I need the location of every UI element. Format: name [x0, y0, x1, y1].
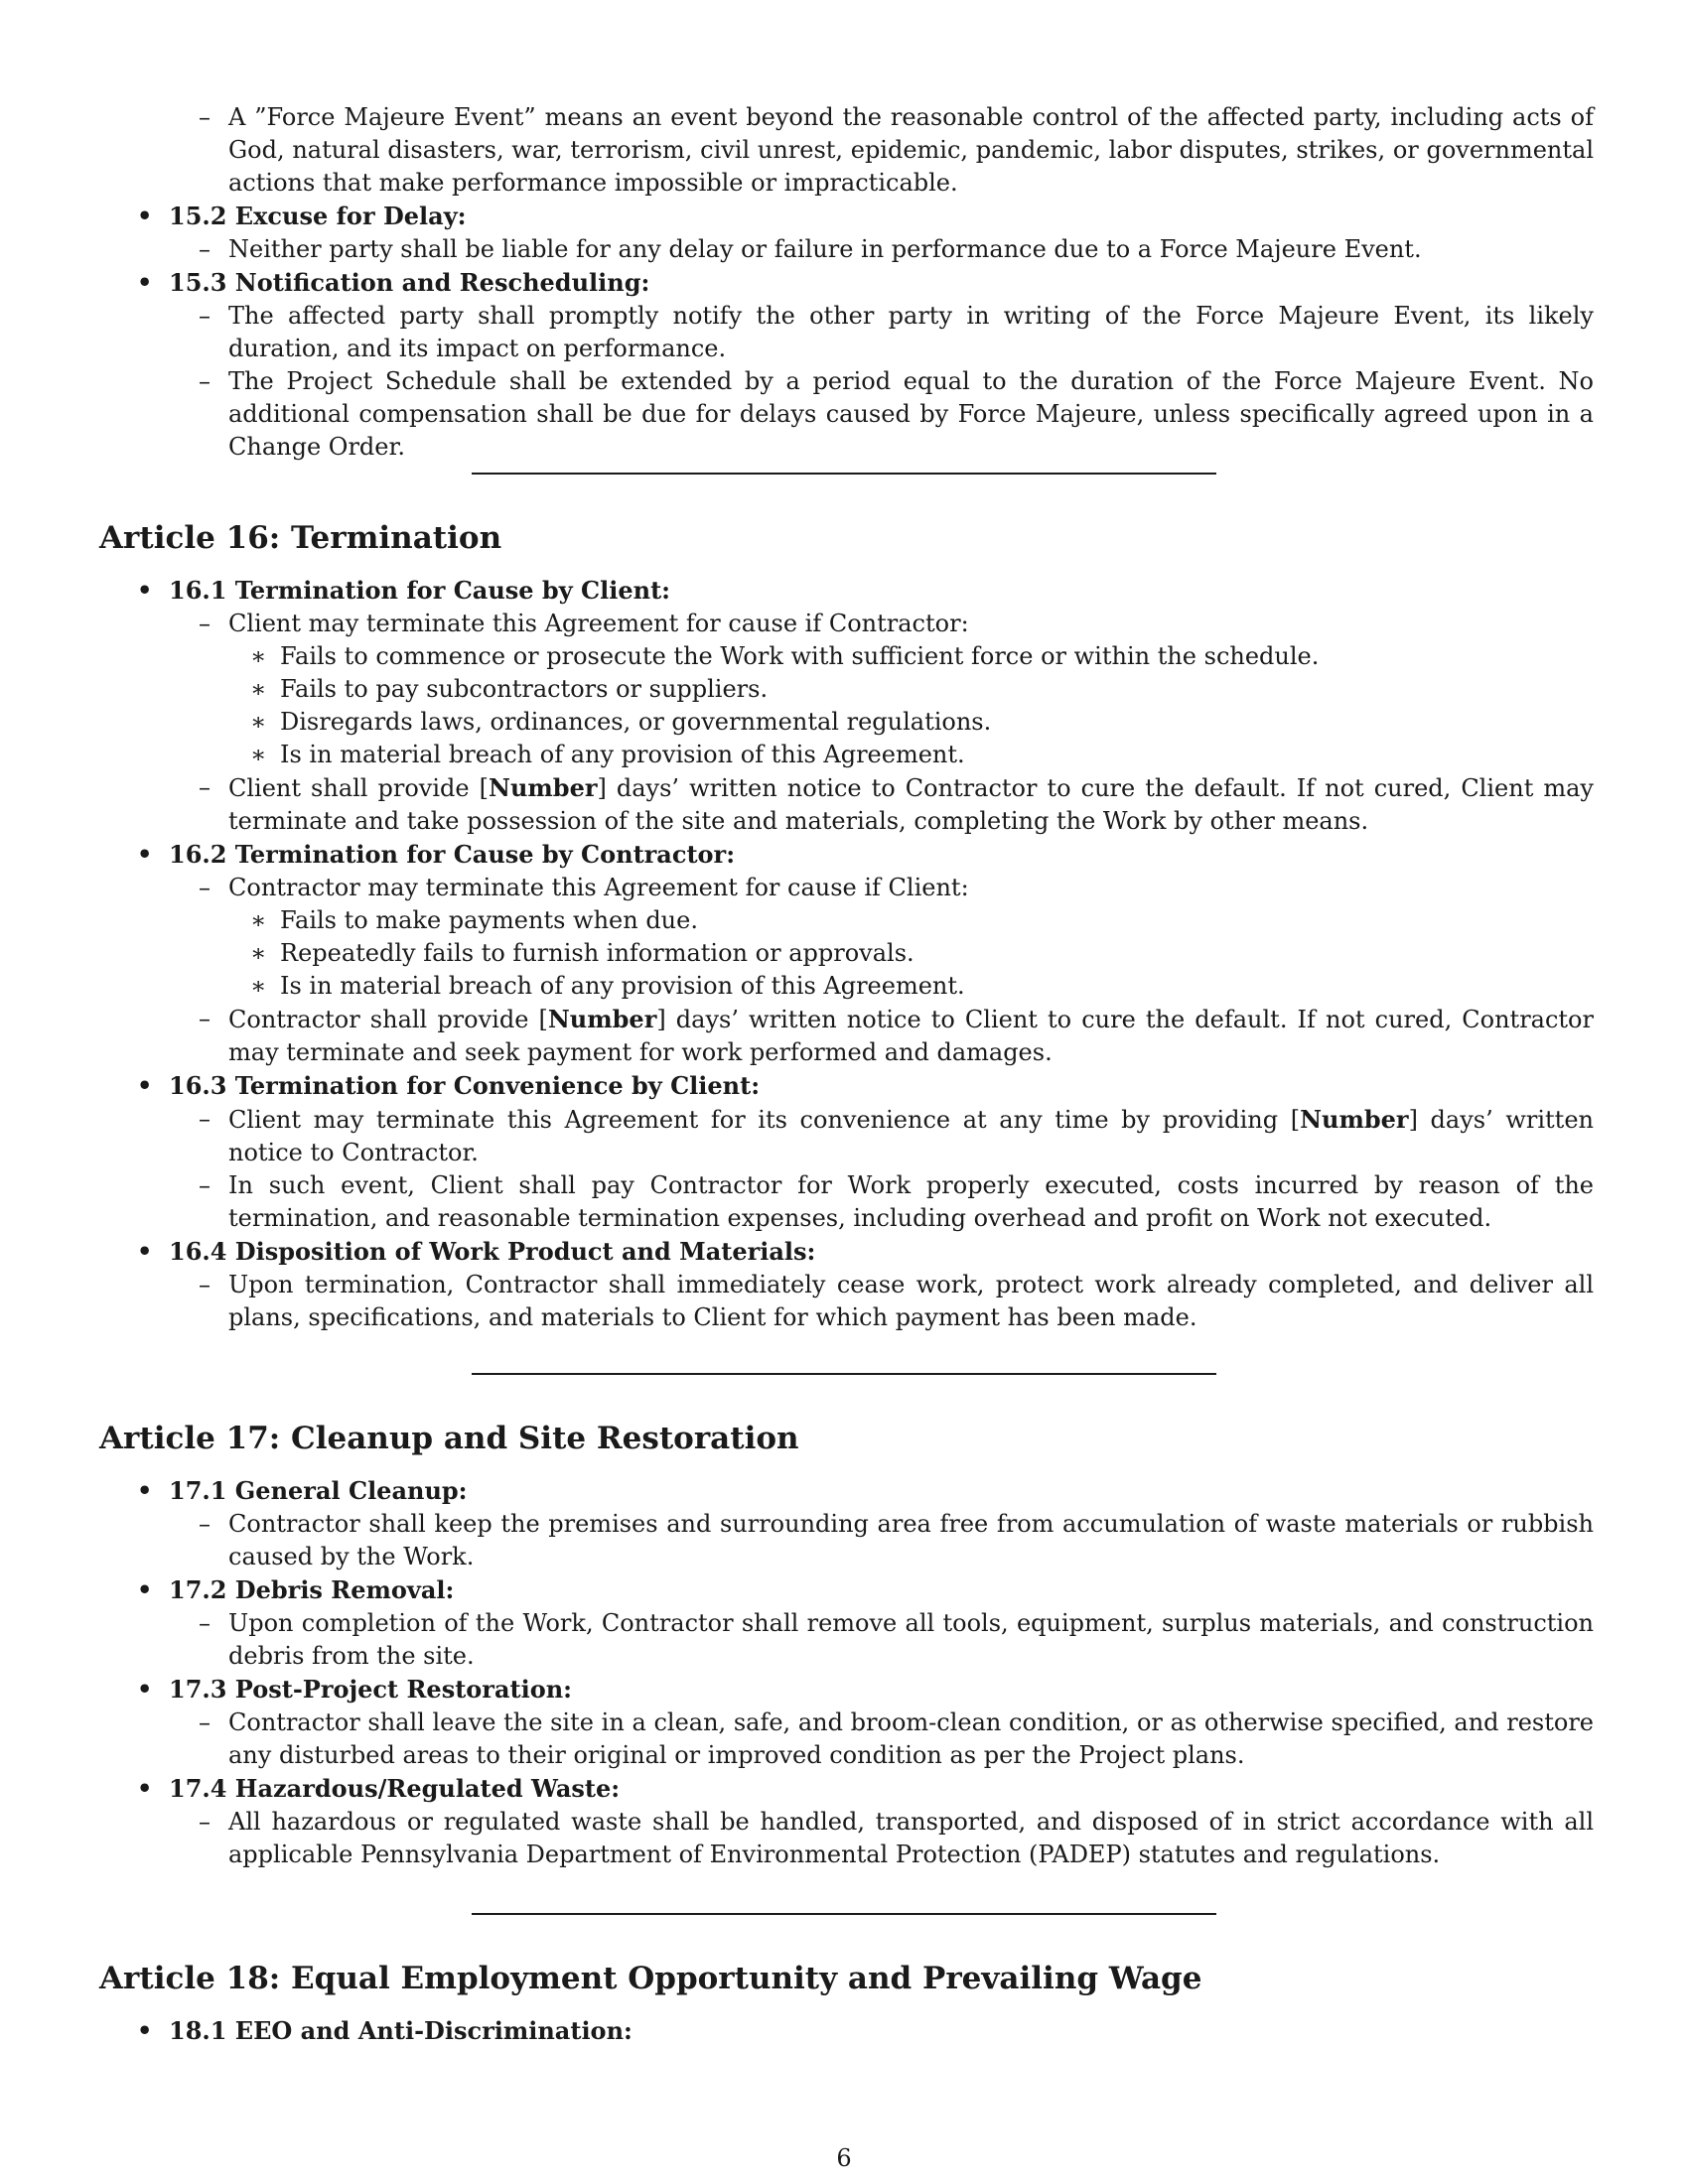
dash-marker: – [199, 874, 211, 901]
section-title: 16.1 Termination for Cause by Client: [169, 576, 671, 605]
dash-marker: – [199, 235, 211, 263]
list-item: – Client may terminate this Agreement for its convenience at any time by providing [Number] days’ written notice to Contractor. [199, 1105, 1594, 1166]
sub-item: ∗ Fails to commence or prosecute the Work with sufficient force or within the schedule. [99, 640, 1594, 673]
article-18-body [99, 2014, 1594, 2048]
list-item: – Upon termination, Contractor shall immediately cease work, protect work already completed, and deliver all plans, specifications, and materials to Client for which payment has been made. [199, 1271, 1594, 1331]
section-title: 17.3 Post-Project Restoration: [169, 1675, 573, 1704]
article-17-heading: Article 17: Cleanup and Site Restoration [99, 1421, 799, 1456]
star-marker: ∗ [250, 675, 267, 703]
list-item: – Client shall provide [Number] days’ written notice to Contractor to cure the default. If not cured, Client may terminate and take possession of the site and materials, completing the Work by other means. [199, 773, 1594, 835]
article-17-body [99, 1474, 1594, 1871]
star-marker: ∗ [250, 741, 267, 768]
list-item: – Contractor may terminate this Agreement for cause if Client: [99, 872, 1594, 904]
bullet-marker: • [137, 1675, 153, 1704]
section-title: 16.2 Termination for Cause by Contractor: [169, 840, 736, 869]
dash-marker: – [199, 302, 211, 330]
list-item: – Neither party shall be liable for any delay or failure in performance due to a Force Majeure Event. [99, 233, 1594, 266]
section-divider [472, 1913, 1216, 1915]
sub-item: ∗ Is in material breach of any provision of this Agreement. [99, 739, 1594, 771]
section-16-1 [99, 574, 1594, 608]
list-item: – Contractor shall provide [Number] days’ written notice to Client to cure the default. If not cured, Contractor may terminate and seek payment for work performed and damages. [199, 1005, 1594, 1066]
dash-marker: – [199, 103, 211, 131]
sub-item: ∗ Repeatedly fails to furnish information or approvals. [99, 937, 1594, 970]
section-16-3 [99, 1069, 1594, 1103]
dash-marker: – [199, 367, 211, 395]
list-item: – Contractor shall keep the premises and surrounding area free from accumulation of waste materials or rubbish caused by the Work. [199, 1510, 1594, 1570]
bullet-marker: • [137, 1476, 153, 1505]
section-17-1 [99, 1474, 1594, 1508]
section-title: 15.3 Notification and Rescheduling: [169, 268, 650, 297]
section-title: 17.2 Debris Removal: [169, 1575, 455, 1604]
section-15-3 [99, 266, 1594, 300]
star-marker: ∗ [250, 939, 267, 967]
bullet-marker: • [137, 2016, 153, 2045]
list-item: – Contractor shall leave the site in a clean, safe, and broom-clean condition, or as otherwise specified, and restore any disturbed areas to their original or improved condition as per the Project plans. [199, 1708, 1594, 1769]
section-divider [472, 1373, 1216, 1375]
list-item: – All hazardous or regulated waste shall be handled, transported, and disposed of in strict accordance with all applicable Pennsylvania Department of Environmental Protection (PADEP) statutes and regulations. [199, 1808, 1594, 1868]
bullet-marker: • [137, 1237, 153, 1266]
bullet-marker: • [137, 1774, 153, 1803]
dash-marker: – [199, 1808, 211, 1836]
dash-marker: – [199, 1708, 211, 1736]
section-17-3 [99, 1673, 1594, 1706]
section-title: 16.4 Disposition of Work Product and Materials: [169, 1237, 816, 1266]
sub-item: ∗ Disregards laws, ordinances, or governmental regulations. [99, 706, 1594, 739]
section-16-2 [99, 838, 1594, 872]
dash-marker: – [199, 1510, 211, 1538]
star-marker: ∗ [250, 642, 267, 670]
star-marker: ∗ [250, 906, 267, 934]
sub-item: ∗ Fails to make payments when due. [99, 904, 1594, 937]
section-16-4 [99, 1235, 1594, 1269]
bullet-marker: • [137, 202, 153, 230]
dash-marker: – [199, 610, 211, 637]
section-18-1 [99, 2014, 1594, 2048]
article-16-heading: Article 16: Termination [99, 520, 502, 556]
bullet-marker: • [137, 1575, 153, 1604]
bullet-marker: • [137, 840, 153, 869]
article-15-continuation [99, 101, 1594, 464]
list-item: – The Project Schedule shall be extended by a period equal to the duration of the Force Majeure Event. No additional compensation shall be due for delays caused by Force Majeure, unless specifically agreed upon in a Change Order. [199, 367, 1594, 461]
section-17-4 [99, 1772, 1594, 1806]
star-marker: ∗ [250, 708, 267, 736]
page-number: 6 [836, 2144, 852, 2172]
dash-marker: – [199, 1171, 211, 1199]
section-title: 17.1 General Cleanup: [169, 1476, 468, 1505]
article-18-heading: Article 18: Equal Employment Opportunity and Prevailing Wage [99, 1961, 1202, 1996]
section-title: 15.2 Excuse for Delay: [169, 202, 467, 230]
list-item: – Client may terminate this Agreement for cause if Contractor: [99, 608, 1594, 640]
dash-marker: – [199, 773, 211, 801]
section-title: 16.3 Termination for Convenience by Client: [169, 1071, 761, 1100]
bullet-marker: • [137, 268, 153, 297]
list-item: – The affected party shall promptly notify the other party in writing of the Force Majeure Event, its likely duration, and its impact on performance. [199, 302, 1594, 362]
sub-item: ∗ Is in material breach of any provision of this Agreement. [99, 970, 1594, 1003]
section-17-2 [99, 1573, 1594, 1607]
star-marker: ∗ [250, 972, 267, 1000]
list-item: – A ”Force Majeure Event” means an event beyond the reasonable control of the affected party, including acts of God, natural disasters, war, terrorism, civil unrest, epidemic, pandemic, labor disputes, strikes, or governmental actions that make performance impossible or impracticable. [199, 103, 1594, 197]
dash-marker: – [199, 1005, 211, 1032]
sub-item: ∗ Fails to pay subcontractors or suppliers. [99, 673, 1594, 706]
list-item: – Upon completion of the Work, Contractor shall remove all tools, equipment, surplus materials, and construction debris from the site. [199, 1609, 1594, 1670]
dash-marker: – [199, 1271, 211, 1298]
dash-marker: – [199, 1105, 211, 1133]
bullet-marker: • [137, 1071, 153, 1100]
section-divider [472, 473, 1216, 475]
article-16-body [99, 574, 1594, 1334]
section-15-2 [99, 200, 1594, 233]
list-item: – In such event, Client shall pay Contractor for Work properly executed, costs incurred by reason of the termination, and reasonable termination expenses, including overhead and profit on Work not executed. [199, 1171, 1594, 1232]
dash-marker: – [199, 1609, 211, 1637]
section-title: 18.1 EEO and Anti-Discrimination: [169, 2016, 633, 2045]
section-title: 17.4 Hazardous/Regulated Waste: [169, 1774, 621, 1803]
bullet-marker: • [137, 576, 153, 605]
